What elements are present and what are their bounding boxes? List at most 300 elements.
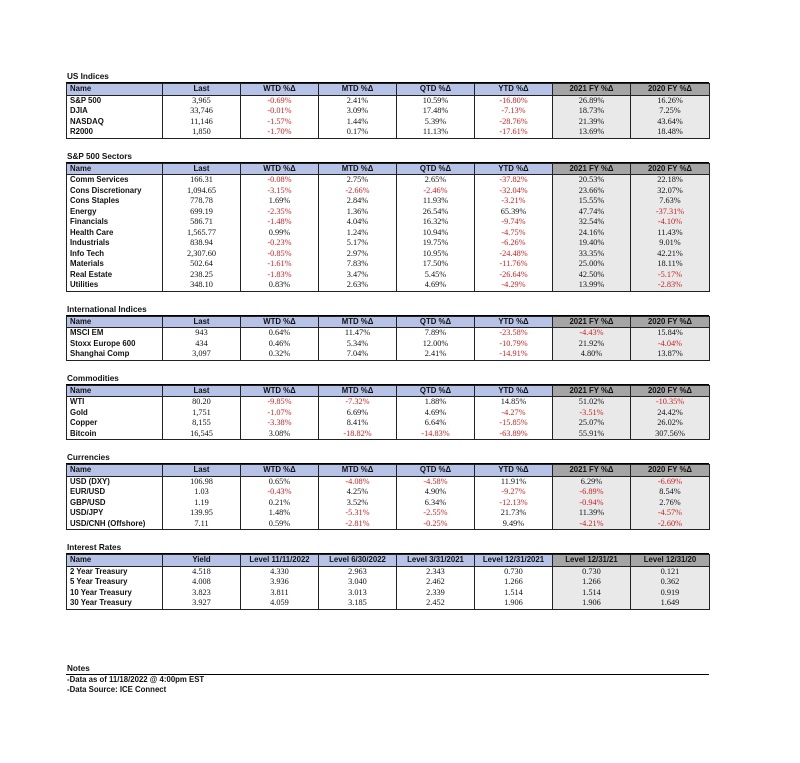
row-name-cell: S&P 500 xyxy=(67,95,163,106)
value-cell: -9.27% xyxy=(475,487,553,498)
table-row xyxy=(67,577,710,588)
value-cell: 21.39% xyxy=(553,117,631,128)
header-row xyxy=(67,84,710,96)
value-cell: 4.518 xyxy=(163,566,241,577)
value-cell: 17.48% xyxy=(397,106,475,117)
value-cell: 5.34% xyxy=(319,339,397,350)
column-header: Last xyxy=(163,385,241,397)
table-row xyxy=(67,186,710,197)
table-row xyxy=(67,238,710,249)
value-cell: -6.26% xyxy=(475,238,553,249)
value-cell: -1.57% xyxy=(241,117,319,128)
row-name-cell: Cons Discretionary xyxy=(67,186,163,197)
section-2 xyxy=(66,305,709,374)
value-cell: 15.84% xyxy=(631,328,710,339)
value-cell: -9.74% xyxy=(475,217,553,228)
value-cell: 65.39% xyxy=(475,207,553,218)
value-cell: 3.040 xyxy=(319,577,397,588)
value-cell: -3.51% xyxy=(553,408,631,419)
column-header: 2021 FY %Δ xyxy=(553,316,631,328)
value-cell: 33,746 xyxy=(163,106,241,117)
value-cell: -1.83% xyxy=(241,270,319,281)
value-cell: 502.64 xyxy=(163,259,241,270)
value-cell: 1.514 xyxy=(475,588,553,599)
value-cell: 3.52% xyxy=(319,498,397,509)
value-cell: 348.10 xyxy=(163,280,241,291)
value-cell: 4.25% xyxy=(319,487,397,498)
value-cell: 4.90% xyxy=(397,487,475,498)
value-cell: 32.54% xyxy=(553,217,631,228)
column-header: MTD %Δ xyxy=(319,84,397,96)
column-header: QTD %Δ xyxy=(397,163,475,175)
value-cell: 2.339 xyxy=(397,588,475,599)
value-cell: 4.059 xyxy=(241,598,319,609)
value-cell: 3,965 xyxy=(163,95,241,106)
value-cell: 1.906 xyxy=(475,598,553,609)
value-cell: 14.85% xyxy=(475,397,553,408)
value-cell: 13.69% xyxy=(553,127,631,138)
column-header: QTD %Δ xyxy=(397,316,475,328)
value-cell: 16.26% xyxy=(631,95,710,106)
value-cell: 42.21% xyxy=(631,249,710,260)
column-header: Level 6/30/2022 xyxy=(319,555,397,567)
column-header: Name xyxy=(67,84,163,96)
value-cell: 9.01% xyxy=(631,238,710,249)
data-table xyxy=(66,385,710,441)
table-row xyxy=(67,259,710,270)
value-cell: 0.21% xyxy=(241,498,319,509)
value-cell: 3.47% xyxy=(319,270,397,281)
value-cell: 5.45% xyxy=(397,270,475,281)
value-cell: 26.54% xyxy=(397,207,475,218)
value-cell: -17.61% xyxy=(475,127,553,138)
row-name-cell: Shanghai Comp xyxy=(67,349,163,360)
section-spacer xyxy=(66,139,709,152)
value-cell: 4.04% xyxy=(319,217,397,228)
row-name-cell: Bitcoin xyxy=(67,429,163,440)
value-cell: -0.25% xyxy=(397,519,475,530)
value-cell: 3,097 xyxy=(163,349,241,360)
value-cell: 4.008 xyxy=(163,577,241,588)
value-cell: -26.64% xyxy=(475,270,553,281)
value-cell: -4.21% xyxy=(553,519,631,530)
value-cell: -1.48% xyxy=(241,217,319,228)
column-header: WTD %Δ xyxy=(241,465,319,477)
value-cell: 10.59% xyxy=(397,95,475,106)
row-name-cell: R2000 xyxy=(67,127,163,138)
value-cell: 20.53% xyxy=(553,175,631,186)
value-cell: -0.43% xyxy=(241,487,319,498)
table-row xyxy=(67,588,710,599)
value-cell: 6.69% xyxy=(319,408,397,419)
row-name-cell: Materials xyxy=(67,259,163,270)
value-cell: 22.18% xyxy=(631,175,710,186)
column-header: Level 11/11/2022 xyxy=(241,555,319,567)
header-row xyxy=(67,316,710,328)
note-line-date: -Data as of 11/18/2022 @ 4:00pm EST xyxy=(67,675,205,684)
value-cell: -0.08% xyxy=(241,175,319,186)
section-title: Commodities xyxy=(66,374,709,385)
row-name-cell: Utilities xyxy=(67,280,163,291)
value-cell: -37.82% xyxy=(475,175,553,186)
value-cell: -15.85% xyxy=(475,418,553,429)
value-cell: 699.19 xyxy=(163,207,241,218)
value-cell: -11.76% xyxy=(475,259,553,270)
value-cell: 1.88% xyxy=(397,397,475,408)
value-cell: 2.75% xyxy=(319,175,397,186)
value-cell: -18.82% xyxy=(319,429,397,440)
value-cell: 3.185 xyxy=(319,598,397,609)
market-summary-tables xyxy=(66,72,709,610)
column-header: QTD %Δ xyxy=(397,385,475,397)
data-table xyxy=(66,163,710,292)
table-row xyxy=(67,249,710,260)
row-name-cell: USD/JPY xyxy=(67,508,163,519)
section-5 xyxy=(66,543,709,610)
value-cell: 4.330 xyxy=(241,566,319,577)
value-cell: 0.64% xyxy=(241,328,319,339)
section-spacer xyxy=(66,440,709,453)
column-header: 2020 FY %Δ xyxy=(631,163,710,175)
value-cell: -3.15% xyxy=(241,186,319,197)
value-cell: 0.730 xyxy=(475,566,553,577)
column-header: Name xyxy=(67,465,163,477)
column-header: Last xyxy=(163,163,241,175)
value-cell: -2.81% xyxy=(319,519,397,530)
value-cell: 6.29% xyxy=(553,476,631,487)
value-cell: -7.13% xyxy=(475,106,553,117)
value-cell: -4.04% xyxy=(631,339,710,350)
value-cell: -0.85% xyxy=(241,249,319,260)
value-cell: -14.91% xyxy=(475,349,553,360)
table-row xyxy=(67,397,710,408)
table-row xyxy=(67,339,710,350)
value-cell: 1.649 xyxy=(631,598,710,609)
section-spacer xyxy=(66,292,709,305)
value-cell: 434 xyxy=(163,339,241,350)
value-cell: -14.83% xyxy=(397,429,475,440)
value-cell: 7.11 xyxy=(163,519,241,530)
value-cell: -4.27% xyxy=(475,408,553,419)
value-cell: 3.811 xyxy=(241,588,319,599)
column-header: Name xyxy=(67,163,163,175)
table-row xyxy=(67,429,710,440)
value-cell: 11.39% xyxy=(553,508,631,519)
value-cell: 1.24% xyxy=(319,228,397,239)
value-cell: 8.54% xyxy=(631,487,710,498)
value-cell: 2.963 xyxy=(319,566,397,577)
column-header: Yield xyxy=(163,555,241,567)
column-header: 2021 FY %Δ xyxy=(553,465,631,477)
value-cell: -5.17% xyxy=(631,270,710,281)
value-cell: 2.41% xyxy=(397,349,475,360)
value-cell: -10.79% xyxy=(475,339,553,350)
value-cell: 778.78 xyxy=(163,196,241,207)
column-header: 2021 FY %Δ xyxy=(553,163,631,175)
value-cell: 11.47% xyxy=(319,328,397,339)
column-header: 2021 FY %Δ xyxy=(553,84,631,96)
value-cell: 18.48% xyxy=(631,127,710,138)
column-header: MTD %Δ xyxy=(319,385,397,397)
value-cell: 2.41% xyxy=(319,95,397,106)
section-title: Interest Rates xyxy=(66,543,709,554)
column-header: Level 12/31/21 xyxy=(553,555,631,567)
table-row xyxy=(67,408,710,419)
table-row xyxy=(67,566,710,577)
value-cell: 1.69% xyxy=(241,196,319,207)
section-spacer xyxy=(66,530,709,543)
row-name-cell: Energy xyxy=(67,207,163,218)
data-table xyxy=(66,554,710,610)
value-cell: 1.48% xyxy=(241,508,319,519)
value-cell: -0.69% xyxy=(241,95,319,106)
value-cell: -4.08% xyxy=(319,476,397,487)
value-cell: 0.121 xyxy=(631,566,710,577)
value-cell: -2.60% xyxy=(631,519,710,530)
value-cell: 16.32% xyxy=(397,217,475,228)
value-cell: 1,094.65 xyxy=(163,186,241,197)
column-header: 2020 FY %Δ xyxy=(631,465,710,477)
value-cell: -24.48% xyxy=(475,249,553,260)
value-cell: 51.02% xyxy=(553,397,631,408)
data-table xyxy=(66,316,710,361)
table-row xyxy=(67,117,710,128)
value-cell: 4.80% xyxy=(553,349,631,360)
row-name-cell: Industrials xyxy=(67,238,163,249)
value-cell: 3.927 xyxy=(163,598,241,609)
value-cell: 1.03 xyxy=(163,487,241,498)
column-header: 2020 FY %Δ xyxy=(631,316,710,328)
value-cell: 43.64% xyxy=(631,117,710,128)
table-row xyxy=(67,498,710,509)
value-cell: 6.34% xyxy=(397,498,475,509)
row-name-cell: 30 Year Treasury xyxy=(67,598,163,609)
row-name-cell: Real Estate xyxy=(67,270,163,281)
row-name-cell: USD/CNH (Offshore) xyxy=(67,519,163,530)
value-cell: 2.63% xyxy=(319,280,397,291)
header-row xyxy=(67,465,710,477)
value-cell: 0.99% xyxy=(241,228,319,239)
value-cell: 3.823 xyxy=(163,588,241,599)
table-row xyxy=(67,95,710,106)
value-cell: 3.936 xyxy=(241,577,319,588)
row-name-cell: Info Tech xyxy=(67,249,163,260)
value-cell: 4.69% xyxy=(397,408,475,419)
value-cell: -32.04% xyxy=(475,186,553,197)
column-header: 2020 FY %Δ xyxy=(631,84,710,96)
value-cell: 943 xyxy=(163,328,241,339)
value-cell: 55.91% xyxy=(553,429,631,440)
value-cell: 139.95 xyxy=(163,508,241,519)
column-header: YTD %Δ xyxy=(475,465,553,477)
value-cell: 0.362 xyxy=(631,577,710,588)
value-cell: 8.41% xyxy=(319,418,397,429)
value-cell: -4.43% xyxy=(553,328,631,339)
value-cell: -16.80% xyxy=(475,95,553,106)
note-line-source: -Data Source: ICE Connect xyxy=(67,685,167,694)
value-cell: 17.50% xyxy=(397,259,475,270)
row-name-cell: 2 Year Treasury xyxy=(67,566,163,577)
column-header: WTD %Δ xyxy=(241,385,319,397)
table-row xyxy=(67,598,710,609)
value-cell: -0.01% xyxy=(241,106,319,117)
value-cell: 21.73% xyxy=(475,508,553,519)
value-cell: 0.59% xyxy=(241,519,319,530)
value-cell: 0.730 xyxy=(553,566,631,577)
table-row xyxy=(67,175,710,186)
value-cell: -7.32% xyxy=(319,397,397,408)
value-cell: 0.919 xyxy=(631,588,710,599)
column-header: Name xyxy=(67,385,163,397)
row-name-cell: Health Care xyxy=(67,228,163,239)
value-cell: 586.71 xyxy=(163,217,241,228)
value-cell: 7.83% xyxy=(319,259,397,270)
value-cell: 7.25% xyxy=(631,106,710,117)
row-name-cell: NASDAQ xyxy=(67,117,163,128)
column-header: Last xyxy=(163,316,241,328)
table-row xyxy=(67,228,710,239)
value-cell: -0.23% xyxy=(241,238,319,249)
column-header: WTD %Δ xyxy=(241,316,319,328)
value-cell: 4.69% xyxy=(397,280,475,291)
value-cell: -6.69% xyxy=(631,476,710,487)
column-header: MTD %Δ xyxy=(319,465,397,477)
value-cell: 23.66% xyxy=(553,186,631,197)
header-row xyxy=(67,163,710,175)
value-cell: 9.49% xyxy=(475,519,553,530)
value-cell: 13.99% xyxy=(553,280,631,291)
value-cell: -6.89% xyxy=(553,487,631,498)
value-cell: -3.21% xyxy=(475,196,553,207)
row-name-cell: MSCI EM xyxy=(67,328,163,339)
value-cell: 11.13% xyxy=(397,127,475,138)
value-cell: -2.35% xyxy=(241,207,319,218)
value-cell: -4.58% xyxy=(397,476,475,487)
value-cell: 10.94% xyxy=(397,228,475,239)
header-row xyxy=(67,385,710,397)
value-cell: 12.00% xyxy=(397,339,475,350)
column-header: YTD %Δ xyxy=(475,84,553,96)
value-cell: 80.20 xyxy=(163,397,241,408)
table-row xyxy=(67,127,710,138)
column-header: Level 12/31/2021 xyxy=(475,555,553,567)
column-header: QTD %Δ xyxy=(397,465,475,477)
value-cell: 307.56% xyxy=(631,429,710,440)
row-name-cell: DJIA xyxy=(67,106,163,117)
table-row xyxy=(67,217,710,228)
table-row xyxy=(67,207,710,218)
value-cell: 1,751 xyxy=(163,408,241,419)
table-row xyxy=(67,106,710,117)
table-row xyxy=(67,328,710,339)
value-cell: 2.97% xyxy=(319,249,397,260)
row-name-cell: Financials xyxy=(67,217,163,228)
value-cell: 21.92% xyxy=(553,339,631,350)
value-cell: 0.17% xyxy=(319,127,397,138)
value-cell: 2.343 xyxy=(397,566,475,577)
value-cell: -28.76% xyxy=(475,117,553,128)
value-cell: 2,307.60 xyxy=(163,249,241,260)
value-cell: 1.44% xyxy=(319,117,397,128)
row-name-cell: EUR/USD xyxy=(67,487,163,498)
value-cell: -37.31% xyxy=(631,207,710,218)
value-cell: 2.65% xyxy=(397,175,475,186)
value-cell: 3.08% xyxy=(241,429,319,440)
row-name-cell: USD (DXY) xyxy=(67,476,163,487)
section-title: US Indices xyxy=(66,72,709,83)
value-cell: -23.58% xyxy=(475,328,553,339)
table-row xyxy=(67,418,710,429)
table-row xyxy=(67,349,710,360)
value-cell: -1.61% xyxy=(241,259,319,270)
value-cell: -4.29% xyxy=(475,280,553,291)
table-row xyxy=(67,476,710,487)
value-cell: 166.31 xyxy=(163,175,241,186)
value-cell: 24.16% xyxy=(553,228,631,239)
value-cell: 15.55% xyxy=(553,196,631,207)
value-cell: 7.04% xyxy=(319,349,397,360)
section-4 xyxy=(66,453,709,543)
section-title: S&P 500 Sectors xyxy=(66,152,709,163)
notes-title: Notes xyxy=(66,664,709,675)
row-name-cell: Copper xyxy=(67,418,163,429)
column-header: YTD %Δ xyxy=(475,385,553,397)
section-3 xyxy=(66,374,709,454)
value-cell: 0.46% xyxy=(241,339,319,350)
value-cell: 7.63% xyxy=(631,196,710,207)
value-cell: 1.514 xyxy=(553,588,631,599)
section-title: Currencies xyxy=(66,453,709,464)
value-cell: 8,155 xyxy=(163,418,241,429)
row-name-cell: 5 Year Treasury xyxy=(67,577,163,588)
value-cell: -9.85% xyxy=(241,397,319,408)
row-name-cell: Comm Services xyxy=(67,175,163,186)
column-header: 2020 FY %Δ xyxy=(631,385,710,397)
column-header: MTD %Δ xyxy=(319,163,397,175)
table-row xyxy=(67,487,710,498)
value-cell: 838.94 xyxy=(163,238,241,249)
value-cell: 24.42% xyxy=(631,408,710,419)
value-cell: 0.32% xyxy=(241,349,319,360)
notes-section xyxy=(66,664,709,695)
value-cell: 19.75% xyxy=(397,238,475,249)
column-header: YTD %Δ xyxy=(475,316,553,328)
value-cell: 1.19 xyxy=(163,498,241,509)
column-header: Last xyxy=(163,84,241,96)
column-header: WTD %Δ xyxy=(241,84,319,96)
table-row xyxy=(67,270,710,281)
value-cell: -12.13% xyxy=(475,498,553,509)
section-0 xyxy=(66,72,709,152)
section-1 xyxy=(66,152,709,305)
column-header: Name xyxy=(67,316,163,328)
value-cell: 1.266 xyxy=(553,577,631,588)
value-cell: 18.11% xyxy=(631,259,710,270)
value-cell: -1.07% xyxy=(241,408,319,419)
value-cell: 47.74% xyxy=(553,207,631,218)
value-cell: -4.10% xyxy=(631,217,710,228)
column-header: QTD %Δ xyxy=(397,84,475,96)
row-name-cell: WTI xyxy=(67,397,163,408)
value-cell: 238.25 xyxy=(163,270,241,281)
value-cell: 2.84% xyxy=(319,196,397,207)
value-cell: 5.17% xyxy=(319,238,397,249)
table-row xyxy=(67,196,710,207)
row-name-cell: Gold xyxy=(67,408,163,419)
value-cell: -4.57% xyxy=(631,508,710,519)
value-cell: -2.55% xyxy=(397,508,475,519)
value-cell: 1,565.77 xyxy=(163,228,241,239)
